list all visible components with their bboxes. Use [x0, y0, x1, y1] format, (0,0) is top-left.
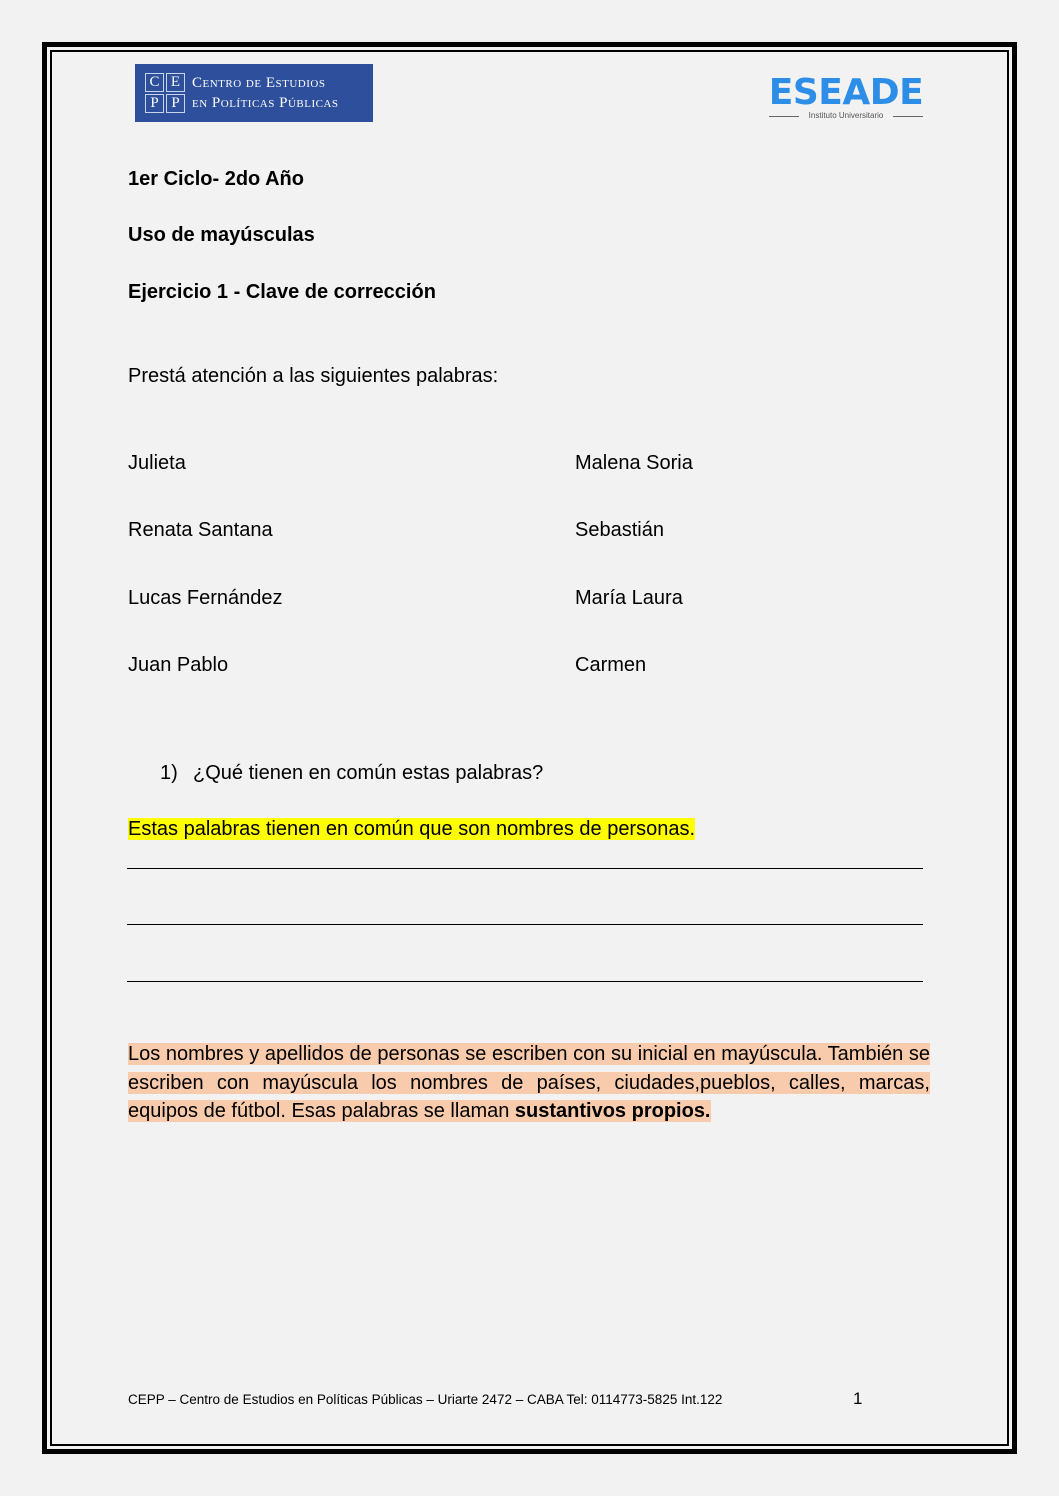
cepp-logo-line2: en Políticas Públicas — [192, 95, 339, 111]
word-item: Juan Pablo — [128, 654, 229, 676]
footer-text: CEPP – Centro de Estudios en Políticas Públicas – Uriarte 2472 – CABA Tel: 0114773-5825 Int.122 — [128, 1392, 723, 1407]
cepp-letter: E — [166, 73, 185, 92]
word-item: Julieta — [128, 452, 186, 474]
answer-rule — [127, 924, 923, 925]
page-border-inner — [50, 50, 1009, 1446]
answer-rule — [127, 868, 923, 869]
eseade-rule-right — [893, 116, 923, 117]
answer-text: Estas palabras tienen en común que son nombres de personas. — [128, 818, 696, 840]
explanation-text: Los nombres y apellidos de personas se escriben con su inicial en mayúscula. También se escriben con mayúscula los nombres de países, ciudades,pueblos, calles, marcas, equipos de fútbol. Esas palabras se llaman — [128, 1043, 930, 1122]
cycle-heading: 1er Ciclo- 2do Año — [128, 168, 304, 190]
word-item: María Laura — [575, 587, 683, 609]
cepp-letter: P — [166, 94, 185, 113]
word-item: Lucas Fernández — [128, 587, 283, 609]
cepp-logo-text — [192, 73, 339, 113]
word-item: Sebastián — [575, 519, 664, 541]
question-number: 1) — [160, 762, 178, 784]
instruction-text: Prestá atención a las siguientes palabras: — [128, 365, 499, 387]
explanation-bold: sustantivos propios. — [514, 1100, 711, 1122]
exercise-heading: Ejercicio 1 - Clave de corrección — [128, 281, 436, 303]
cepp-logo — [135, 64, 373, 122]
eseade-logo-name: ESEADE — [768, 72, 924, 113]
page-number: 1 — [853, 1389, 863, 1408]
explanation-paragraph — [128, 1040, 930, 1126]
eseade-logo-subtitle: Instituto Universitario — [808, 111, 884, 120]
cepp-letter-grid — [145, 73, 185, 113]
eseade-logo-subtitle-row — [767, 111, 925, 121]
eseade-logo — [767, 72, 925, 124]
cepp-letter: C — [145, 73, 164, 92]
question-text: ¿Qué tienen en común estas palabras? — [193, 762, 544, 784]
cepp-logo-line1: Centro de Estudios — [192, 75, 326, 91]
word-item: Renata Santana — [128, 519, 273, 541]
answer-line — [128, 817, 695, 841]
cepp-letter: P — [145, 94, 164, 113]
word-item: Carmen — [575, 654, 647, 676]
topic-heading: Uso de mayúsculas — [128, 224, 315, 246]
answer-rule — [127, 981, 923, 982]
word-item: Malena Soria — [575, 452, 693, 474]
